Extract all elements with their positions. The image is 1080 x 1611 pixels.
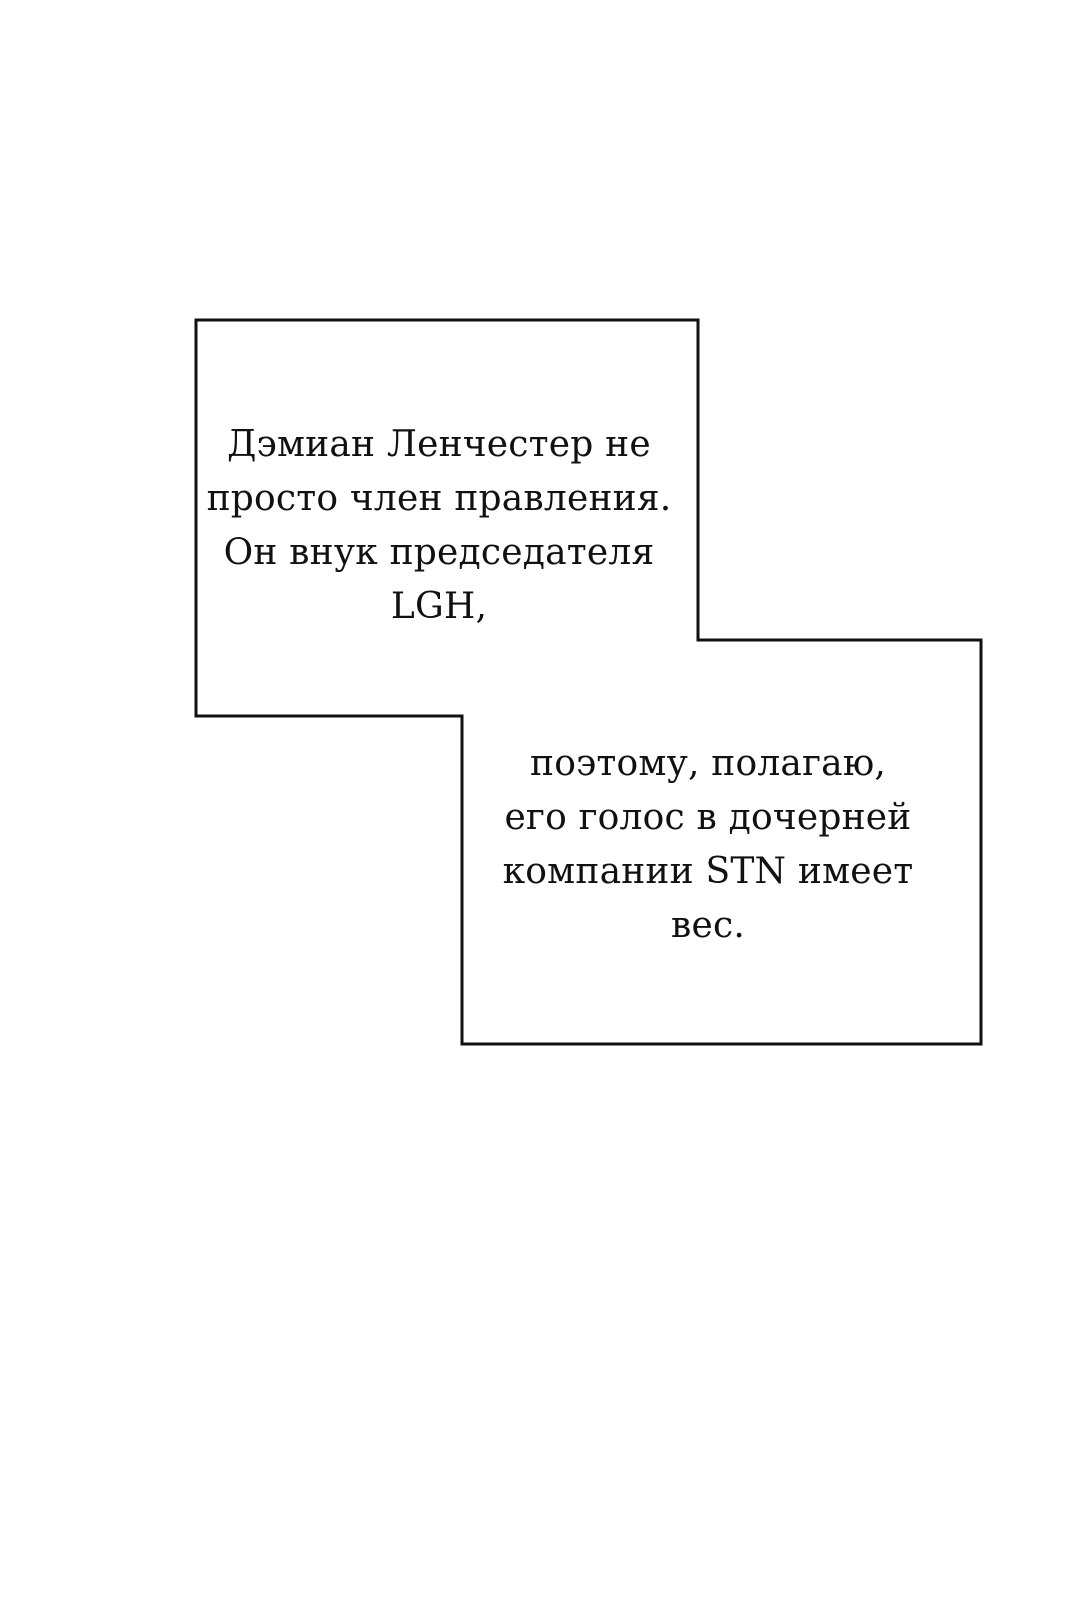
caption-line: вес. [671, 905, 745, 946]
caption-line: LGH, [390, 586, 488, 627]
caption-line: Дэмиан Ленчестер не [227, 424, 651, 465]
caption-text-second [458, 737, 958, 953]
caption-line: поэтому, полагаю, [530, 743, 886, 784]
caption-line: его голос в дочерней [504, 797, 912, 838]
caption-text-first [196, 418, 682, 634]
caption-line: компании STN имеет [502, 851, 914, 892]
caption-line: Он внук председателя [223, 532, 655, 573]
caption-line: просто член правления. [206, 478, 672, 519]
